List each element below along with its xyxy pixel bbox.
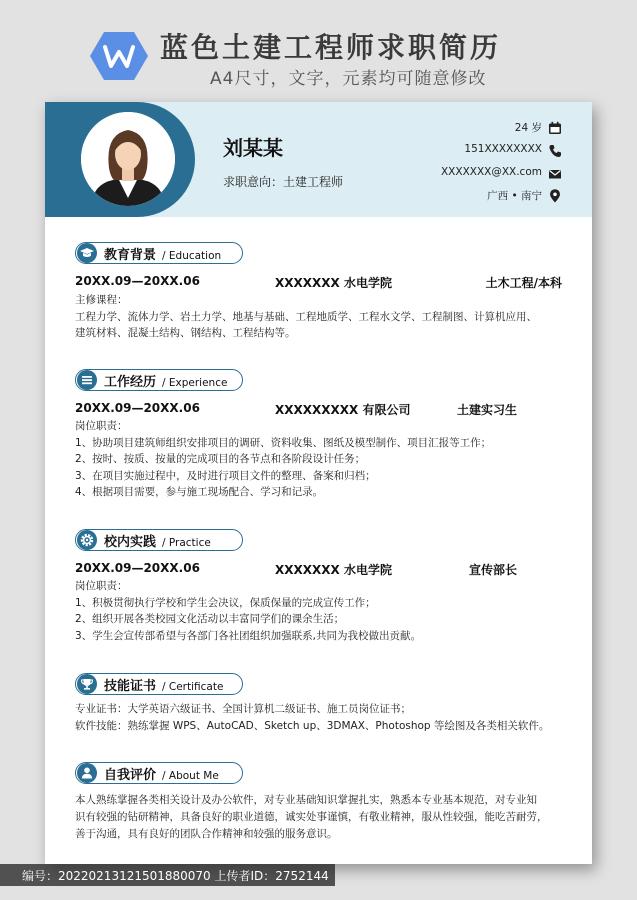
experience-company: XXXXXXXXX 有限公司 <box>275 403 411 417</box>
duty-item: 1、协助项目建筑师组织安排项目的调研、资料收集、图纸及模型制作、项目汇报等工作； <box>75 436 492 449</box>
profile-header <box>45 102 592 217</box>
education-degree: 土木工程/本科 <box>485 276 562 290</box>
section-title-en: / Certificate <box>162 681 224 693</box>
section-title: 教育背景 <box>104 248 157 263</box>
list-icon <box>77 370 97 390</box>
practice-role: 宣传部长 <box>468 563 517 577</box>
trophy-icon <box>77 674 97 694</box>
job-intent: 求职意向：土建工程师 <box>223 175 344 189</box>
courses-label: 主修课程： <box>75 294 128 306</box>
duty-item: 3、学生会宣传部希望与各部门各社团组织加强联系,共同为我校做出贡献。 <box>75 629 422 642</box>
phone-text[interactable]: 151XXXXXXXX <box>464 143 542 155</box>
section-about-header <box>75 762 243 786</box>
courses-line: 工程力学、流体力学、岩土力学、地基与基础、工程地质学、工程水文学、工程制图、计算机应用、 <box>75 310 537 323</box>
section-education-header <box>75 242 243 266</box>
about-line: 识有较强的钻研精神，具备良好的职业道德，诚实处事谨慎，有敬业精神，服从性较强，能吃苦耐劳， <box>75 811 548 823</box>
about-line: 善于沟通，具有良好的团队合作精神和较强的服务意识。 <box>75 828 338 840</box>
section-practice-header <box>75 529 243 553</box>
education-courses <box>75 292 565 342</box>
education-row <box>75 274 562 290</box>
certificate-body <box>75 701 565 734</box>
duty-item: 2、按时、按质、按量的完成项目的各节点和各阶段设计任务； <box>75 453 366 465</box>
practice-duties <box>75 578 565 644</box>
wps-logo-icon <box>90 30 148 82</box>
experience-period: 20XX.09—20XX.06 <box>75 401 200 415</box>
courses-line: 建筑材料、混凝土结构、钢结构、工程结构等。 <box>75 327 296 339</box>
duty-label: 岗位职责： <box>75 580 128 592</box>
location-pin-icon <box>548 189 562 203</box>
practice-row <box>75 561 562 577</box>
gear-icon <box>77 530 97 550</box>
duty-item: 3、在项目实施过程中，及时进行项目文件的整理、备案和归档； <box>75 469 376 482</box>
email-text[interactable]: XXXXXXX@XX.com <box>440 166 542 178</box>
section-experience-header <box>75 369 243 393</box>
experience-duties <box>75 418 565 501</box>
section-title-en: / About Me <box>162 770 219 782</box>
duty-label: 岗位职责： <box>75 420 128 432</box>
certificate-line: 专业证书：大学英语六级证书、全国计算机二级证书、施工员岗位证书； <box>75 703 411 715</box>
experience-row <box>75 401 562 417</box>
section-title-en: / Education <box>162 250 222 262</box>
age-text: 24 岁 <box>514 122 542 134</box>
resume-page <box>45 102 592 864</box>
section-title: 工作经历 <box>104 375 157 390</box>
location-text: 广西 • 南宁 <box>487 190 542 202</box>
phone-icon <box>548 144 562 158</box>
education-period: 20XX.09—20XX.06 <box>75 274 200 288</box>
person-icon <box>77 763 97 783</box>
calendar-icon <box>548 121 562 135</box>
graduation-cap-icon <box>77 243 97 263</box>
template-banner <box>0 0 637 100</box>
section-certificate-header <box>75 673 243 697</box>
duty-item: 2、组织开展各类校园文化活动以丰富同学们的课余生活； <box>75 613 345 625</box>
about-body <box>75 792 565 843</box>
upload-info-bar: 编号：20220213121501880070 上传者ID：2752144 <box>0 864 335 886</box>
candidate-name: 刘某某 <box>223 136 283 160</box>
duty-item: 1、积极贯彻执行学校和学生会决议，保质保量的完成宣传工作； <box>75 596 376 609</box>
banner-subtitle: A4尺寸，文字，元素均可随意修改 <box>210 69 487 89</box>
section-title: 校内实践 <box>104 535 157 550</box>
practice-org: XXXXXXX 水电学院 <box>275 563 392 577</box>
section-title: 技能证书 <box>104 679 157 694</box>
banner-title: 蓝色土建工程师求职简历 <box>160 31 502 64</box>
section-title-en: / Experience <box>162 377 228 389</box>
section-title: 自我评价 <box>104 768 157 783</box>
about-line: 本人熟练掌握各类相关设计及办公软件，对专业基础知识掌握扎实，熟悉本专业基本规范，对专业知 <box>75 794 537 806</box>
avatar[interactable] <box>81 112 175 206</box>
duty-item: 4、根据项目需要，参与施工现场配合、学习和记录。 <box>75 486 324 498</box>
certificate-line: 软件技能：熟练掌握 WPS、AutoCAD、Sketch up、3DMAX、Photoshop 等绘图及各类相关软件。 <box>75 719 550 732</box>
practice-period: 20XX.09—20XX.06 <box>75 561 200 575</box>
experience-role: 土建实习生 <box>456 403 517 417</box>
education-school: XXXXXXX 水电学院 <box>275 276 392 290</box>
mail-icon <box>548 167 562 181</box>
section-title-en: / Practice <box>162 537 211 549</box>
